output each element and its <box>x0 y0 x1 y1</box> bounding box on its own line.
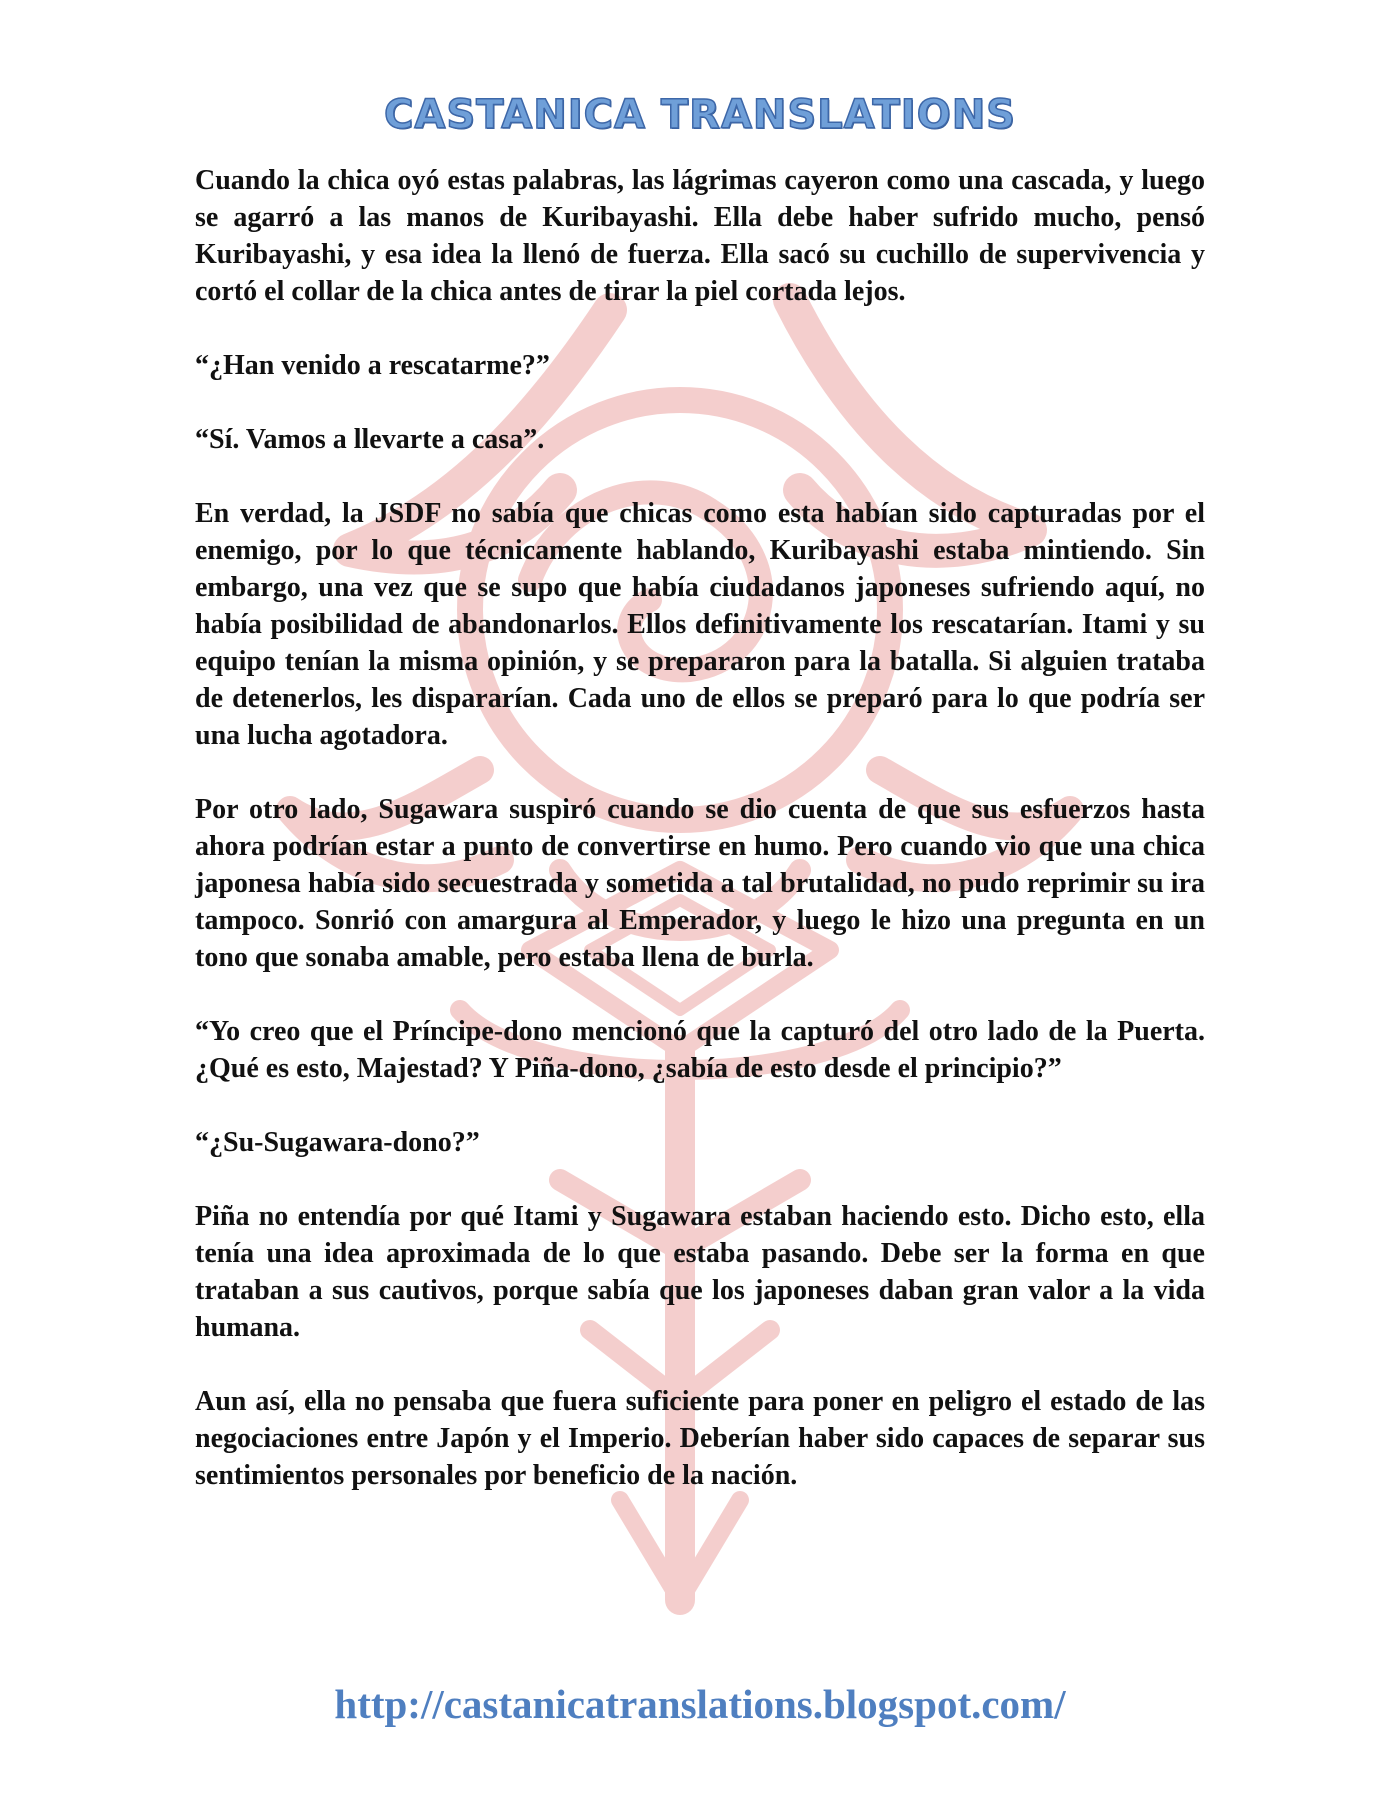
paragraph: Aun así, ella no pensaba que fuera suficiente para poner en peligro el estado de las negociaciones entre Japón y el Imperio. Deberían haber sido capaces de separar sus sentimientos personales por beneficio de la nación. <box>195 1386 1205 1491</box>
blog-url-link[interactable]: http://castanicatranslations.blogspot.com/ <box>334 1681 1066 1727</box>
paragraph: “Yo creo que el Príncipe-dono mencionó que la capturó del otro lado de la Puerta. ¿Qué es esto, Majestad? Y Piña-dono, ¿sabía de esto desde el principio?” <box>195 1016 1205 1084</box>
document-body <box>195 162 1205 1494</box>
paragraph: “Sí. Vamos a llevarte a casa”. <box>195 424 545 455</box>
paragraph: En verdad, la JSDF no sabía que chicas como esta habían sido capturadas por el enemigo, por lo que técnicamente hablando, Kuribayashi estaba mintiendo. Sin embargo, una vez que se supo que había ciudadanos japoneses sufriendo aquí, no había posibilidad de abandonarlos. Ellos definitivamente los rescatarían. Itami y su equipo tenían la misma opinión, y se prepararon para la batalla. Si alguien trataba de detenerlos, les dispararían. Cada uno de ellos se preparó para lo que podría ser una lucha agotadora. <box>195 498 1205 751</box>
paragraph: Piña no entendía por qué Itami y Sugawara estaban haciendo esto. Dicho esto, ella tenía una idea aproximada de lo que estaba pasando. Debe ser la forma en que trataban a sus cautivos, porque sabía que los japoneses daban gran valor a la vida humana. <box>195 1201 1205 1343</box>
paragraph: “¿Han venido a rescatarme?” <box>195 350 550 381</box>
paragraph: Cuando la chica oyó estas palabras, las lágrimas cayeron como una cascada, y luego se agarró a las manos de Kuribayashi. Ella debe haber sufrido mucho, pensó Kuribayashi, y esa idea la llenó de fuerza. Ella sacó su cuchillo de supervivencia y cortó el collar de la chica antes de tirar la piel cortada lejos. <box>195 165 1205 307</box>
paragraph: Por otro lado, Sugawara suspiró cuando se dio cuenta de que sus esfuerzos hasta ahora podrían estar a punto de convertirse en humo. Pero cuando vio que una chica japonesa había sido secuestrada y sometida a tal brutalidad, no pudo reprimir su ira tampoco. Sonrió con amargura al Emperador, y luego le hizo una pregunta en un tono que sonaba amable, pero estaba llena de burla. <box>195 794 1205 973</box>
paragraph: “¿Su-Sugawara-dono?” <box>195 1127 480 1158</box>
site-title: CASTANICA TRANSLATIONS <box>384 92 1016 138</box>
